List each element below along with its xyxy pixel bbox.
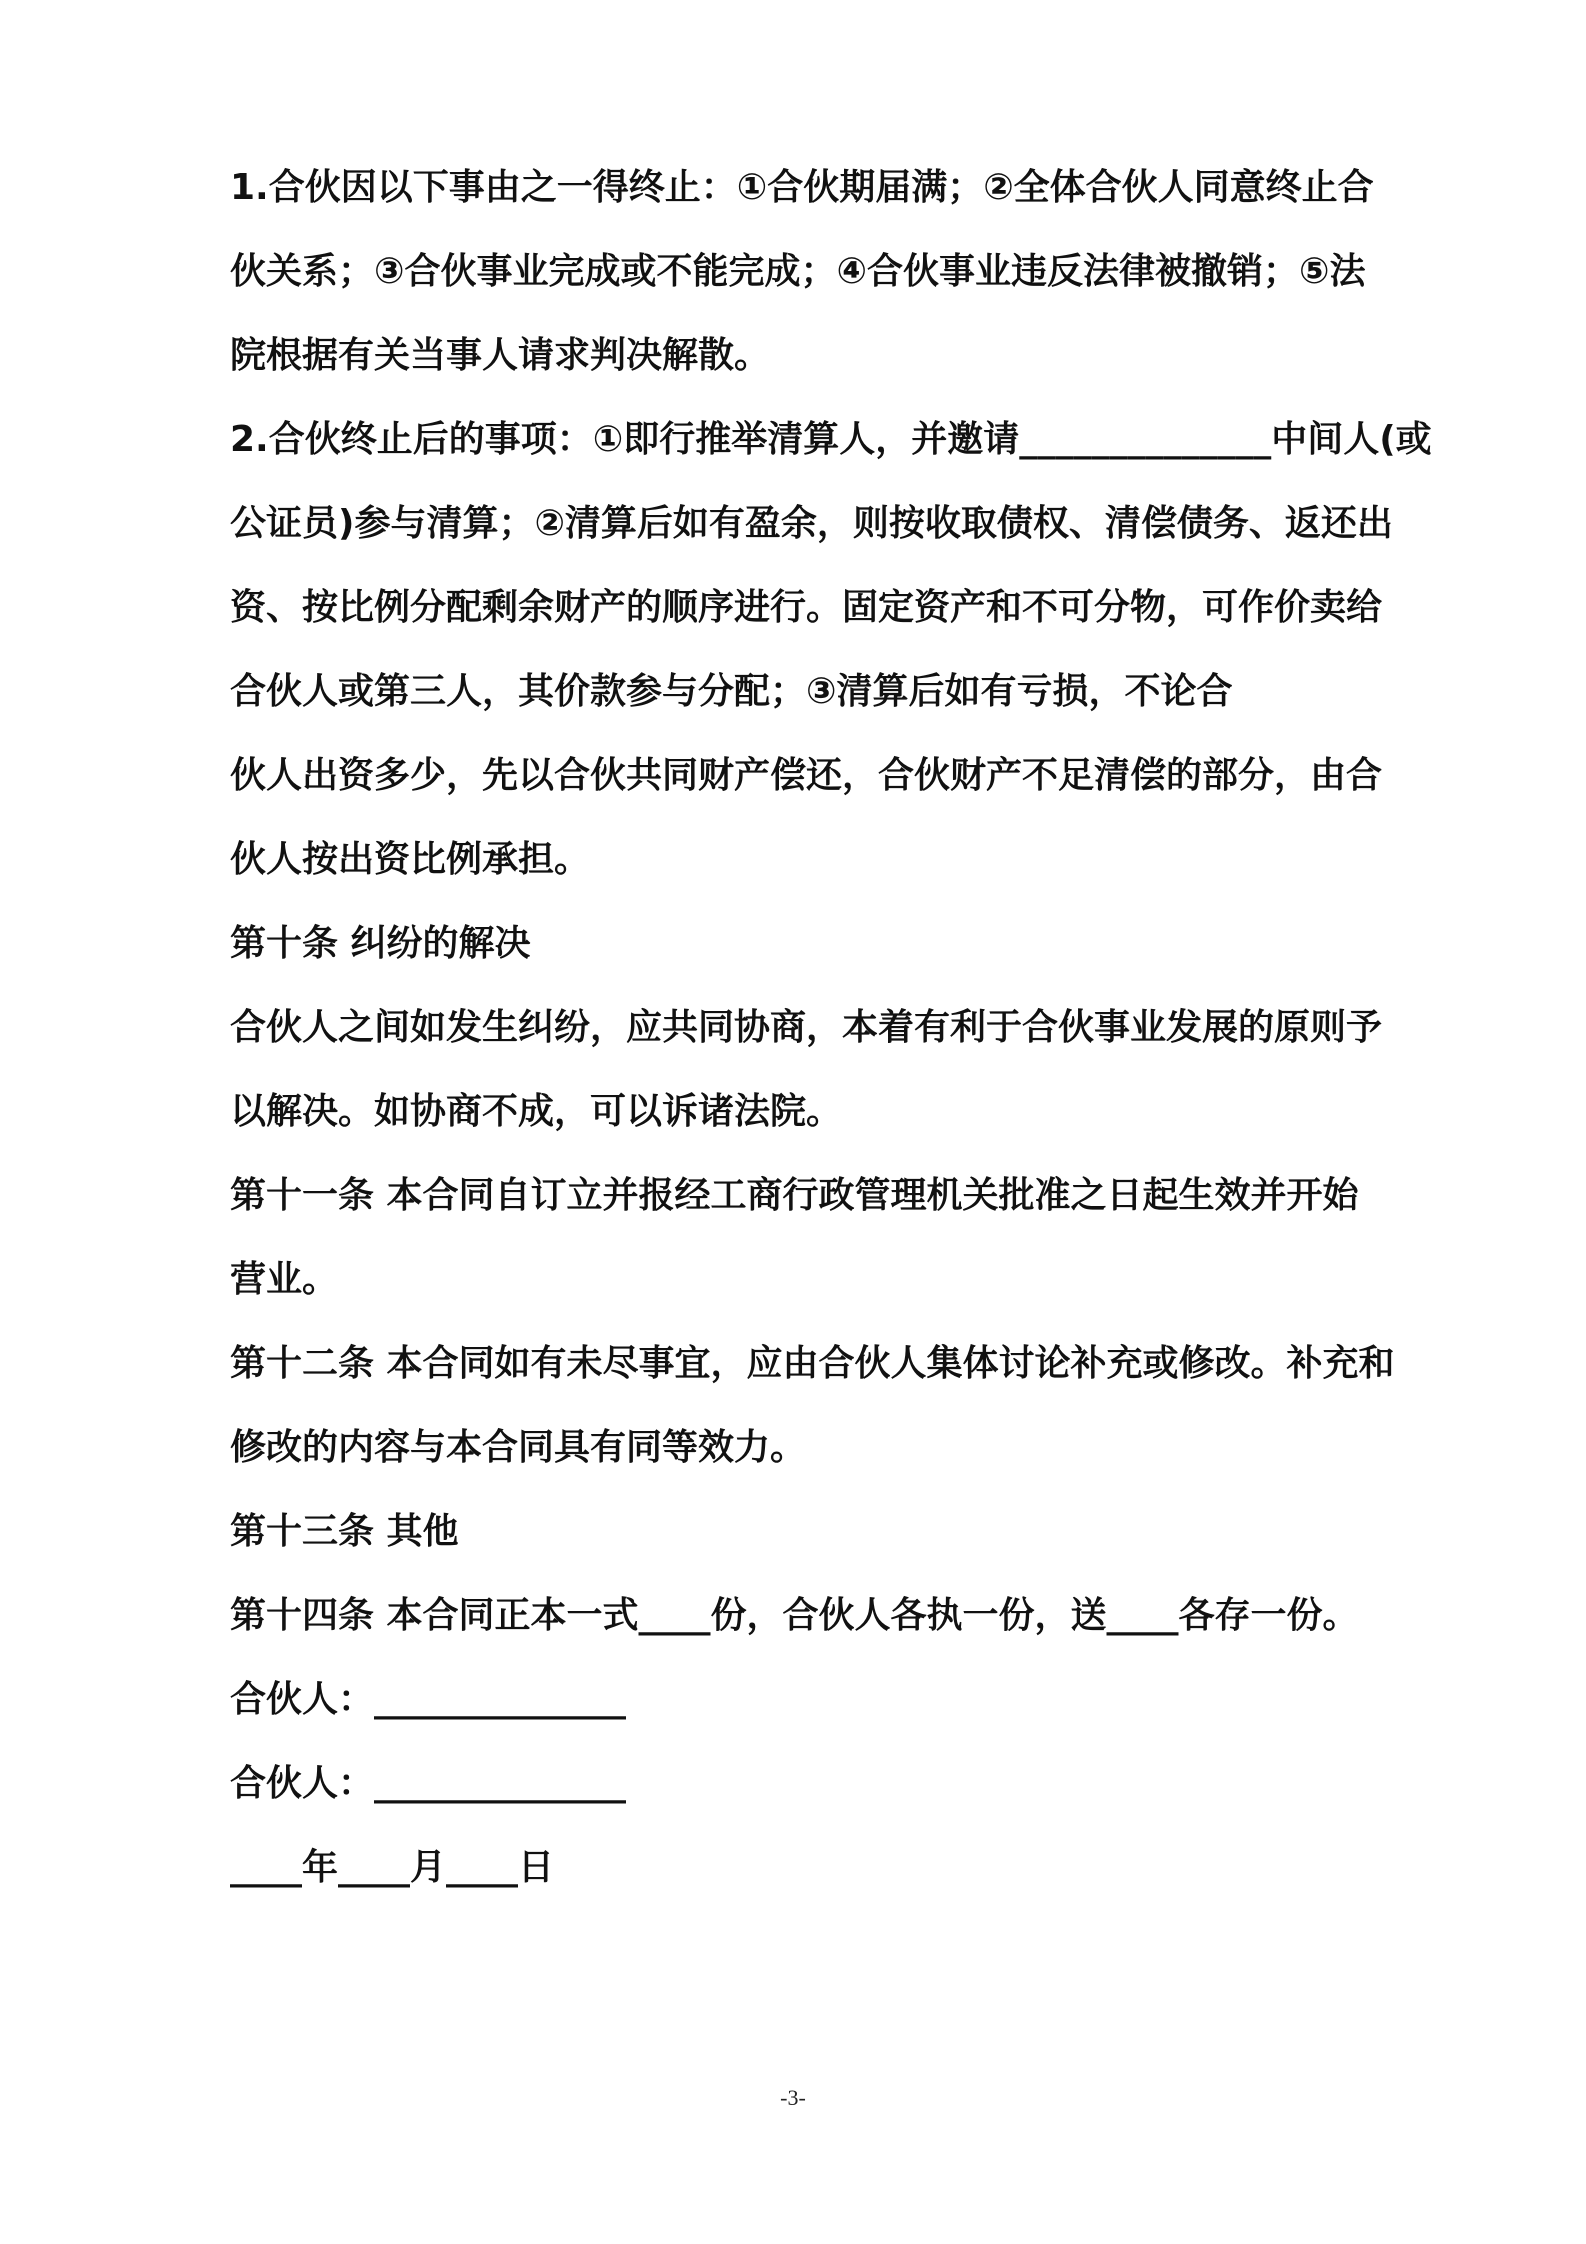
text-line: 伙人按出资比例承担。 [230,839,591,880]
signature-line: 合伙人：______________ [230,1763,627,1804]
text-line: 1.合伙因以下事由之一得终止：①合伙期届满；②全体合伙人同意终止合 [230,167,1374,208]
signature-line: 合伙人：______________ [230,1679,627,1720]
date-line: ____年____月____日 [230,1847,555,1888]
text-line: 修改的内容与本合同具有同等效力。 [230,1427,807,1468]
section-heading: 第十三条 其他 [230,1511,459,1552]
text-line: 2.合伙终止后的事项：①即行推举清算人，并邀请______________中间人(或 [230,419,1432,460]
text-line: 营业。 [230,1259,339,1300]
text-line: 以解决。如协商不成，可以诉诸法院。 [230,1091,843,1132]
section-heading: 第十条 纠纷的解决 [230,923,531,964]
text-line: 院根据有关当事人请求判决解散。 [230,335,771,376]
text-line: 合伙人或第三人，其价款参与分配；③清算后如有亏损，不论合 [230,671,1233,712]
text-line: 第十一条 本合同自订立并报经工商行政管理机关批准之日起生效并开始 [230,1175,1359,1216]
text-line: 合伙人之间如发生纠纷，应共同协商，本着有利于合伙事业发展的原则予 [230,1007,1383,1048]
text-line: 伙关系；③合伙事业完成或不能完成；④合伙事业违反法律被撤销；⑤法 [230,251,1366,292]
document-body [230,158,1450,1922]
text-line: 公证员)参与清算；②清算后如有盈余，则按收取债权、清偿债务、返还出 [230,503,1393,544]
text-line: 资、按比例分配剩余财产的顺序进行。固定资产和不可分物，可作价卖给 [230,587,1383,628]
page-number: -3- [780,2085,806,2110]
text-line: 第十四条 本合同正本一式____份，合伙人各执一份，送____各存一份。 [230,1595,1359,1636]
text-line: 伙人出资多少，先以合伙共同财产偿还，合伙财产不足清偿的部分，由合 [230,755,1383,796]
text-line: 第十二条 本合同如有未尽事宜，应由合伙人集体讨论补充或修改。补充和 [230,1343,1395,1384]
